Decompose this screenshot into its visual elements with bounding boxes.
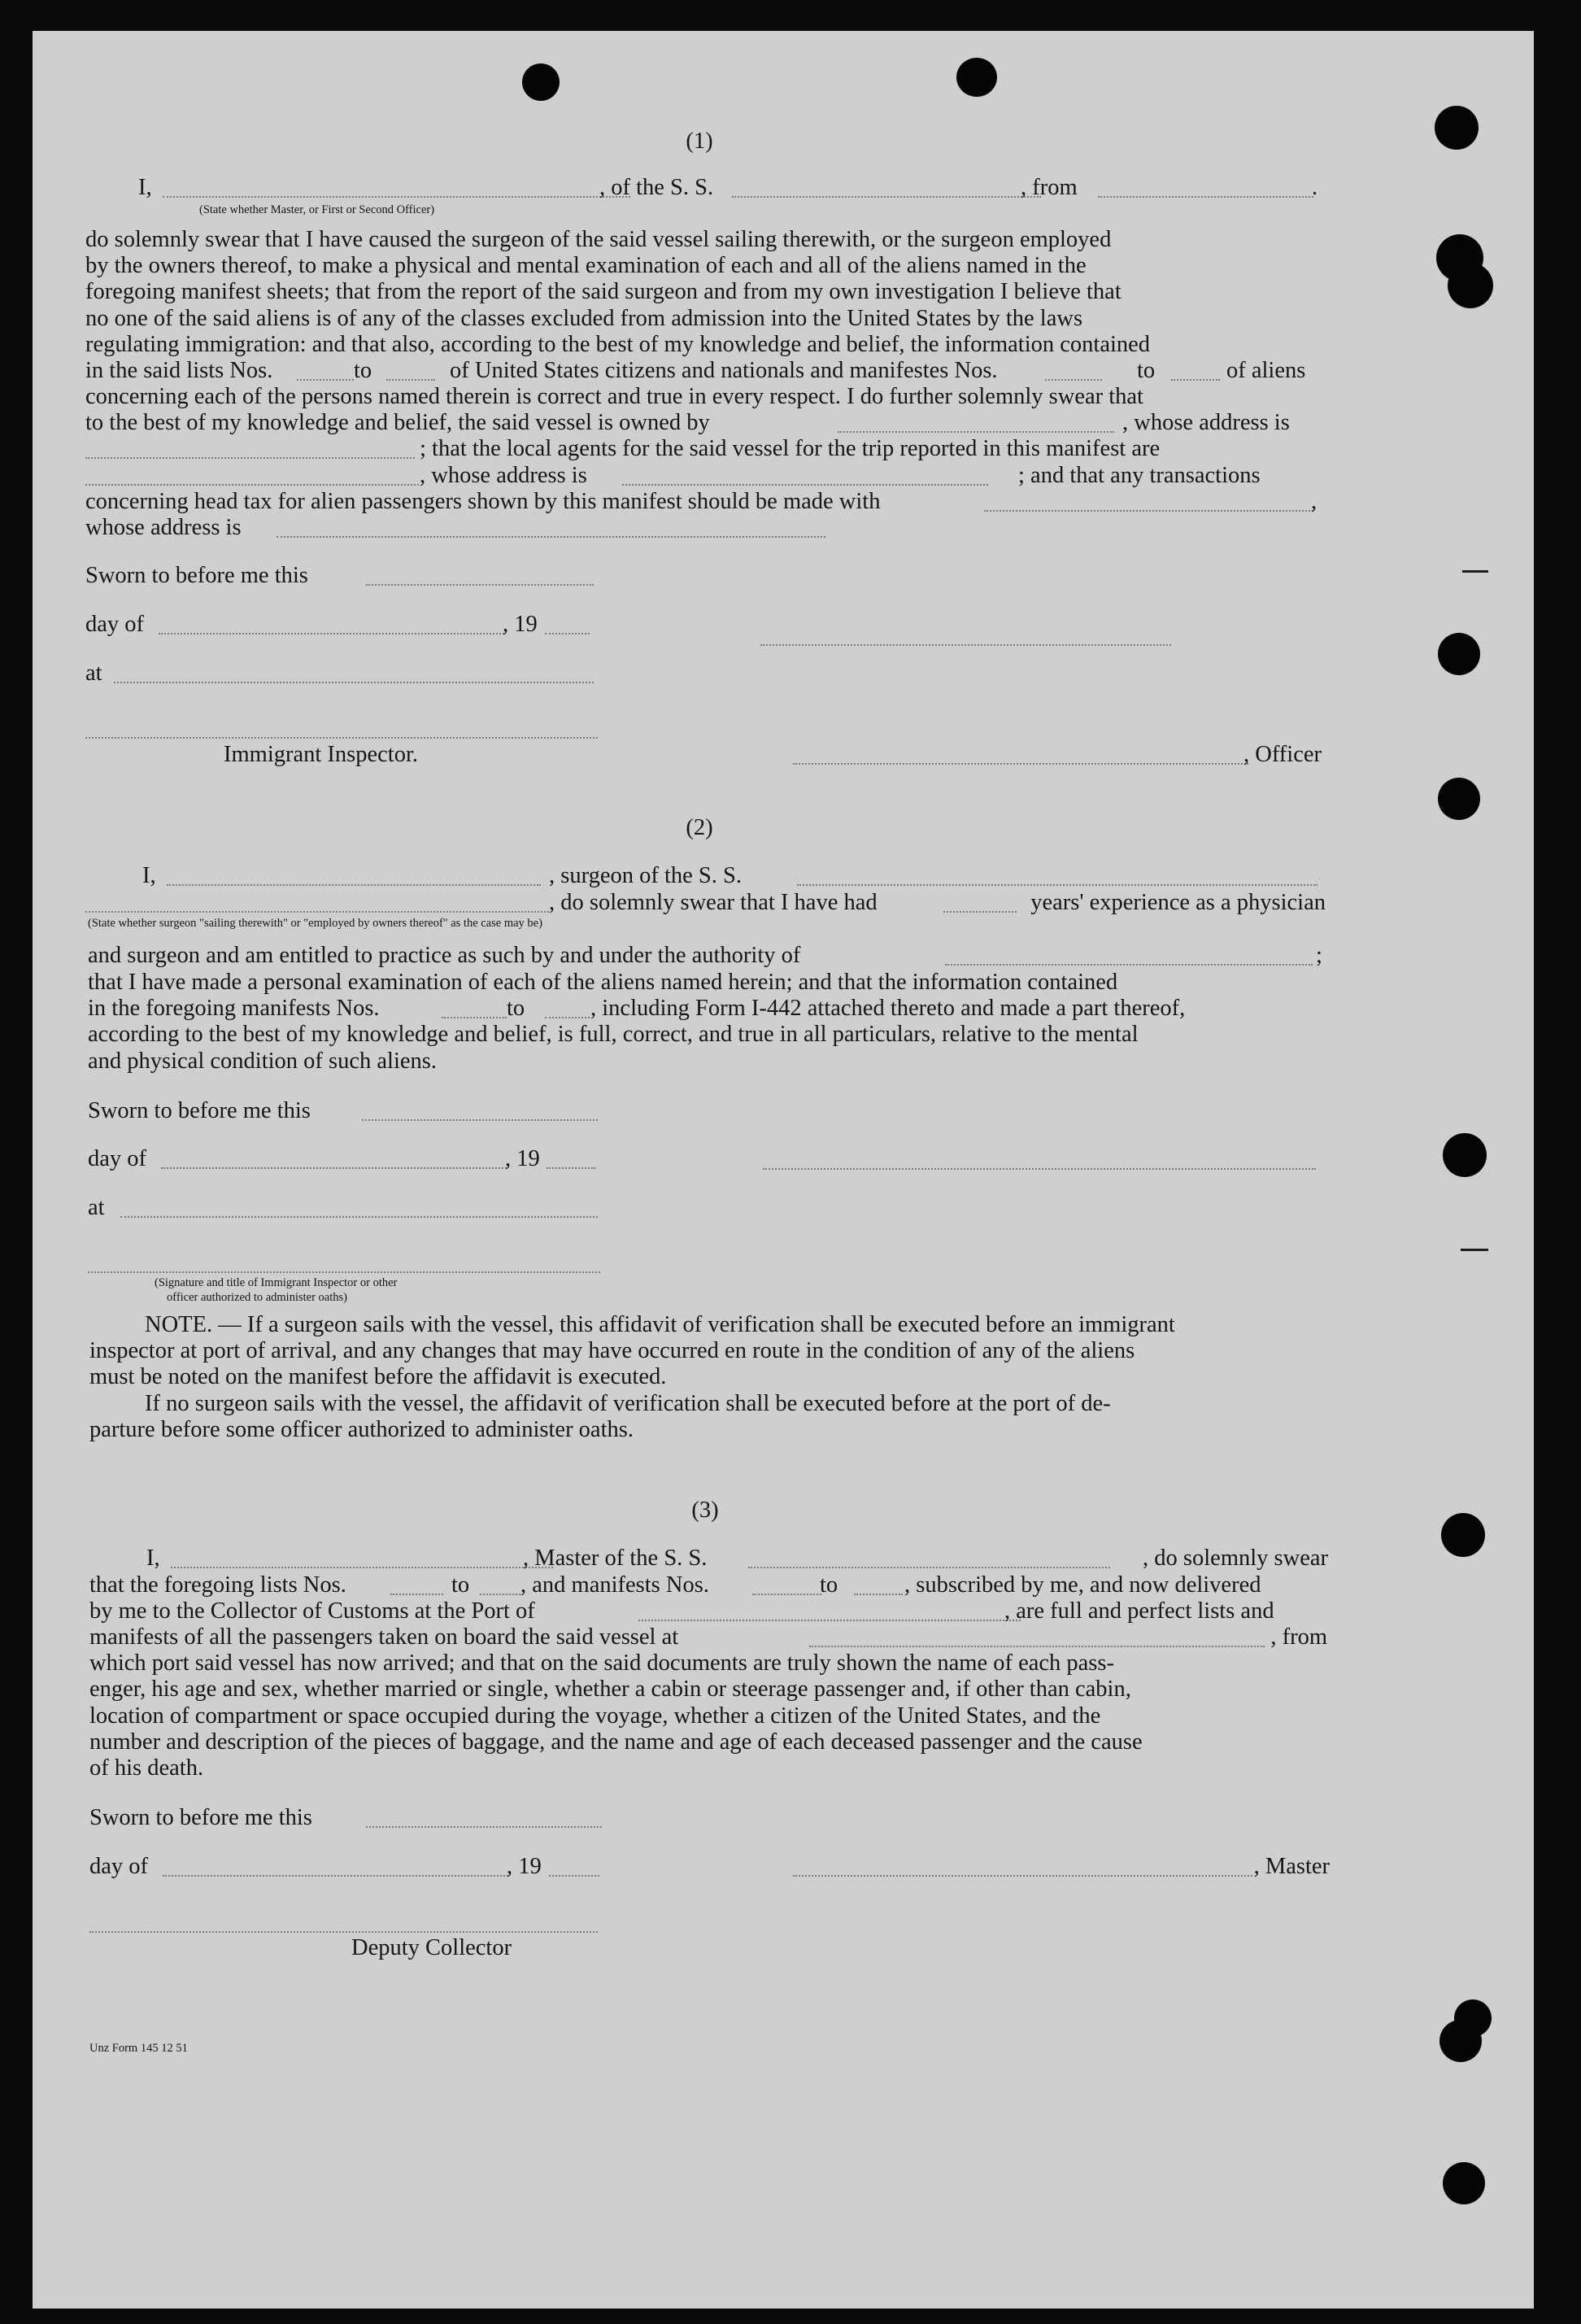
note-line: must be noted on the manifest before the affidavit is executed. — [89, 1364, 667, 1389]
agents-address-field[interactable] — [622, 484, 988, 486]
affidavit-2-to: to — [507, 996, 525, 1021]
affidavit-1-comma: , — [1311, 489, 1318, 514]
affidavit-1-whose-address: , whose address is — [1122, 410, 1290, 435]
affidavit-2-semicolon: ; — [1316, 943, 1322, 968]
affidavit-1-note: (State whether Master, or First or Second Officer) — [199, 203, 435, 216]
master-name-field[interactable] — [163, 196, 630, 198]
surgeon-vessel-field[interactable] — [797, 884, 1318, 886]
years-experience-field[interactable] — [943, 911, 1017, 913]
owner-address-field[interactable] — [85, 457, 415, 459]
deputy-collector-signature-field[interactable] — [89, 1931, 598, 1933]
affidavit-3-master-of: , Master of the S. S. — [523, 1546, 708, 1571]
affidavit-2-at: at — [88, 1195, 105, 1220]
affidavit-3-lists-prefix: that the foregoing lists Nos. — [89, 1572, 346, 1598]
affidavit-1-signature-field[interactable] — [760, 644, 1171, 646]
affidavit-2-line: and physical condition of such aliens. — [88, 1049, 437, 1074]
affidavit-3-i: I, — [146, 1546, 160, 1571]
punch-hole — [1435, 106, 1479, 150]
affidavit-1-of-the-ss: , of the S. S. — [599, 175, 714, 200]
punch-hole — [1439, 2020, 1482, 2062]
affidavit-3-master: , Master — [1253, 1854, 1330, 1879]
affidavit-2-sworn: Sworn to before me this — [88, 1098, 311, 1123]
affidavit-1-line: concerning each of the persons named therein is correct and true in every respect. I do further solemnly swear that — [85, 384, 1143, 409]
affidavit-3-month-field[interactable] — [163, 1875, 508, 1877]
punch-hole — [1438, 633, 1480, 675]
punch-hole — [1438, 778, 1480, 820]
affidavit-2-manifests-prefix: in the foregoing manifests Nos. — [88, 996, 380, 1021]
inspector-signature-field[interactable] — [85, 737, 598, 739]
affidavit-2-form-text: , including Form I-442 attached thereto and made a part thereof, — [590, 996, 1186, 1021]
affidavit-1-local-agents: ; that the local agents for the said vessel for the trip reported in this manifest are — [420, 436, 1161, 461]
affidavit-3-line: of his death. — [89, 1755, 204, 1781]
manifests-from-field[interactable] — [1045, 379, 1102, 381]
affidavit-3-number: (3) — [691, 1498, 719, 1523]
punch-hole — [1443, 2162, 1485, 2204]
affidavit-3-line: number and description of the pieces of baggage, and the name and age of each deceased passenger and the cause — [89, 1729, 1143, 1755]
affidavit-1-from: , from — [1021, 175, 1078, 200]
deputy-collector-label: Deputy Collector — [351, 1935, 512, 1960]
head-tax-address-field[interactable] — [277, 536, 825, 538]
affidavit-3-manifests-from-field[interactable] — [752, 1594, 821, 1595]
affidavit-1-line: by the owners thereof, to make a physical and mental examination of each and all of the aliens named in the — [85, 253, 1087, 278]
surgeon-type-field[interactable] — [85, 911, 549, 913]
vessel-name-field[interactable] — [732, 196, 1041, 198]
affidavit-1-number: (1) — [686, 129, 713, 154]
affidavit-3-from: , from — [1270, 1624, 1327, 1650]
affidavit-3-line: which port said vessel has now arrived; and that on the said documents are truly shown the name of each pass- — [89, 1650, 1114, 1676]
affidavit-2-year-field[interactable] — [547, 1167, 595, 1169]
affidavit-1-period: . — [1312, 175, 1318, 200]
affidavit-1-citizens: of United States citizens and nationals and manifestes Nos. — [450, 358, 998, 383]
affidavit-2-day-of: day of — [88, 1146, 147, 1171]
punch-hole — [522, 63, 560, 101]
form-sheet — [33, 31, 1534, 2309]
signature-note-2: officer authorized to administer oaths) — [167, 1291, 347, 1304]
owner-field[interactable] — [838, 431, 1114, 433]
master-signature-field[interactable] — [793, 1875, 1252, 1877]
affidavit-3-day-of: day of — [89, 1854, 149, 1879]
surgeon-signature-field[interactable] — [763, 1168, 1316, 1170]
punch-hole — [1448, 263, 1493, 308]
affidavit-1-line: regulating immigration: and that also, according to the best of my knowledge and belief, the information contained — [85, 332, 1151, 357]
affidavit-1-line: do solemnly swear that I have caused the surgeon of the said vessel sailing therewith, or the surgeon employed — [85, 227, 1112, 252]
authority-field[interactable] — [945, 964, 1313, 966]
note-line: inspector at port of arrival, and any changes that may have occurred en route in the condition of any of the aliens — [89, 1338, 1135, 1363]
affidavit-3-manifests-to-field[interactable] — [854, 1594, 903, 1595]
affidavit-2-officer-signature-field[interactable] — [88, 1271, 600, 1273]
affidavit-1-line: no one of the said aliens is of any of the classes excluded from admission into the United States by the laws — [85, 306, 1083, 331]
affidavit-2-authority: and surgeon and am entitled to practice as such by and under the authority of — [88, 943, 801, 968]
affidavit-2-month-field[interactable] — [161, 1167, 507, 1169]
affidavit-3-to-2: to — [820, 1572, 838, 1598]
affidavit-3-master-name-field[interactable] — [171, 1567, 553, 1568]
affidavit-3-swear: , do solemnly swear — [1143, 1546, 1328, 1571]
manifests-to-field[interactable] — [1171, 379, 1220, 381]
affidavit-3-subscribed: , subscribed by me, and now delivered — [904, 1572, 1261, 1598]
edge-mark — [1461, 1249, 1488, 1251]
affidavit-2-number: (2) — [686, 815, 713, 840]
affidavit-3-sworn-day-field[interactable] — [366, 1826, 602, 1828]
immigrant-inspector-label: Immigrant Inspector. — [224, 742, 419, 767]
affidavit-3-year: , 19 — [507, 1854, 542, 1879]
officer-label: , Officer — [1243, 742, 1322, 767]
affidavit-3-to: to — [451, 1572, 470, 1598]
affidavit-2-line: that I have made a personal examination of each of the aliens named herein; and that the information contained — [88, 970, 1118, 995]
agents-field[interactable] — [85, 484, 419, 486]
punch-hole — [1441, 1513, 1485, 1557]
affidavit-3-collector: by me to the Collector of Customs at the Port of — [89, 1598, 535, 1624]
note-line: parture before some officer authorized to administer oaths. — [89, 1417, 634, 1442]
affidavit-2-place-field[interactable] — [120, 1216, 598, 1218]
affidavit-1-sworn: Sworn to before me this — [85, 563, 308, 588]
affidavit-3-year-field[interactable] — [549, 1875, 599, 1877]
officer-signature-field[interactable] — [793, 763, 1248, 765]
affidavit-2-sworn-day-field[interactable] — [362, 1119, 598, 1121]
from-port-field[interactable] — [1098, 196, 1313, 198]
affidavit-2-year: , 19 — [505, 1146, 540, 1171]
affidavit-1-lists-prefix: in the said lists Nos. — [85, 358, 273, 383]
affidavit-3-manifests-nos: , and manifests Nos. — [520, 1572, 709, 1598]
affidavit-3-line: location of compartment or space occupied during the voyage, whether a citizen of the United States, and the — [89, 1703, 1101, 1729]
affidavit-2-surgeon-of: , surgeon of the S. S. — [549, 863, 742, 888]
affidavit-1-aliens: of aliens — [1226, 358, 1306, 383]
affidavit-2-experience: years' experience as a physician — [1030, 890, 1326, 915]
lists-from-field[interactable] — [297, 379, 354, 381]
affidavit-1-year: , 19 — [503, 612, 538, 637]
surgeon-manifests-from-field[interactable] — [442, 1017, 507, 1018]
affidavit-1-i: I, — [138, 175, 152, 200]
form-code: Unz Form 145 12 51 — [89, 2042, 188, 2055]
note-line: If no surgeon sails with the vessel, the affidavit of verification shall be executed before at the port of de- — [145, 1391, 1111, 1416]
punch-hole — [956, 58, 997, 97]
affidavit-3-manifests-line: manifests of all the passengers taken on board the said vessel at — [89, 1624, 679, 1650]
affidavit-1-year-field[interactable] — [545, 633, 590, 634]
affidavit-3-lists-from-field[interactable] — [390, 1594, 443, 1595]
lists-to-field[interactable] — [386, 379, 435, 381]
signature-note-1: (Signature and title of Immigrant Inspector or other — [155, 1276, 398, 1289]
affidavit-3-line: enger, his age and sex, whether married or single, whether a cabin or steerage passenger and, if other than cabin, — [89, 1677, 1131, 1702]
affidavit-1-head-tax: concerning head tax for alien passengers shown by this manifest should be made with — [85, 489, 881, 514]
affidavit-2-line: according to the best of my knowledge and belief, is full, correct, and true in all particulars, relative to the mental — [88, 1022, 1139, 1047]
affidavit-1-whose-address-3: whose address is — [85, 515, 242, 540]
affidavit-2-swear: , do solemnly swear that I have had — [549, 890, 878, 915]
port-of-departure-field[interactable] — [809, 1646, 1265, 1647]
affidavit-1-to-2: to — [1137, 358, 1156, 383]
affidavit-1-to: to — [354, 358, 372, 383]
port-of-arrival-field[interactable] — [638, 1620, 1021, 1621]
note-line: NOTE. — If a surgeon sails with the vessel, this affidavit of verification shall be executed before an immigrant — [145, 1312, 1175, 1337]
head-tax-party-field[interactable] — [984, 510, 1313, 512]
surgeon-manifests-to-field[interactable] — [545, 1017, 590, 1018]
affidavit-3-sworn: Sworn to before me this — [89, 1805, 312, 1830]
affidavit-1-day-of: day of — [85, 612, 145, 637]
affidavit-1-whose-address-2: , whose address is — [420, 463, 587, 488]
affidavit-3-full-lists: , are full and perfect lists and — [1004, 1598, 1274, 1624]
affidavit-1-place-field[interactable] — [114, 682, 594, 683]
affidavit-1-at: at — [85, 661, 102, 686]
affidavit-1-month-field[interactable] — [159, 633, 504, 634]
surgeon-name-field[interactable] — [167, 884, 541, 886]
punch-hole — [1443, 1133, 1487, 1177]
affidavit-1-transactions: ; and that any transactions — [1018, 463, 1261, 488]
affidavit-3-lists-to-field[interactable] — [480, 1594, 520, 1595]
affidavit-2-note: (State whether surgeon "sailing therewith" or "employed by owners thereof" as the case may be) — [88, 917, 542, 930]
affidavit-2-i: I, — [142, 863, 156, 888]
affidavit-1-owned-by: to the best of my knowledge and belief, the said vessel is owned by — [85, 410, 710, 435]
affidavit-1-sworn-day-field[interactable] — [366, 584, 594, 586]
affidavit-1-line: foregoing manifest sheets; that from the report of the said surgeon and from my own investigation I believe that — [85, 279, 1122, 304]
edge-mark — [1462, 570, 1488, 573]
affidavit-3-vessel-field[interactable] — [748, 1567, 1110, 1568]
